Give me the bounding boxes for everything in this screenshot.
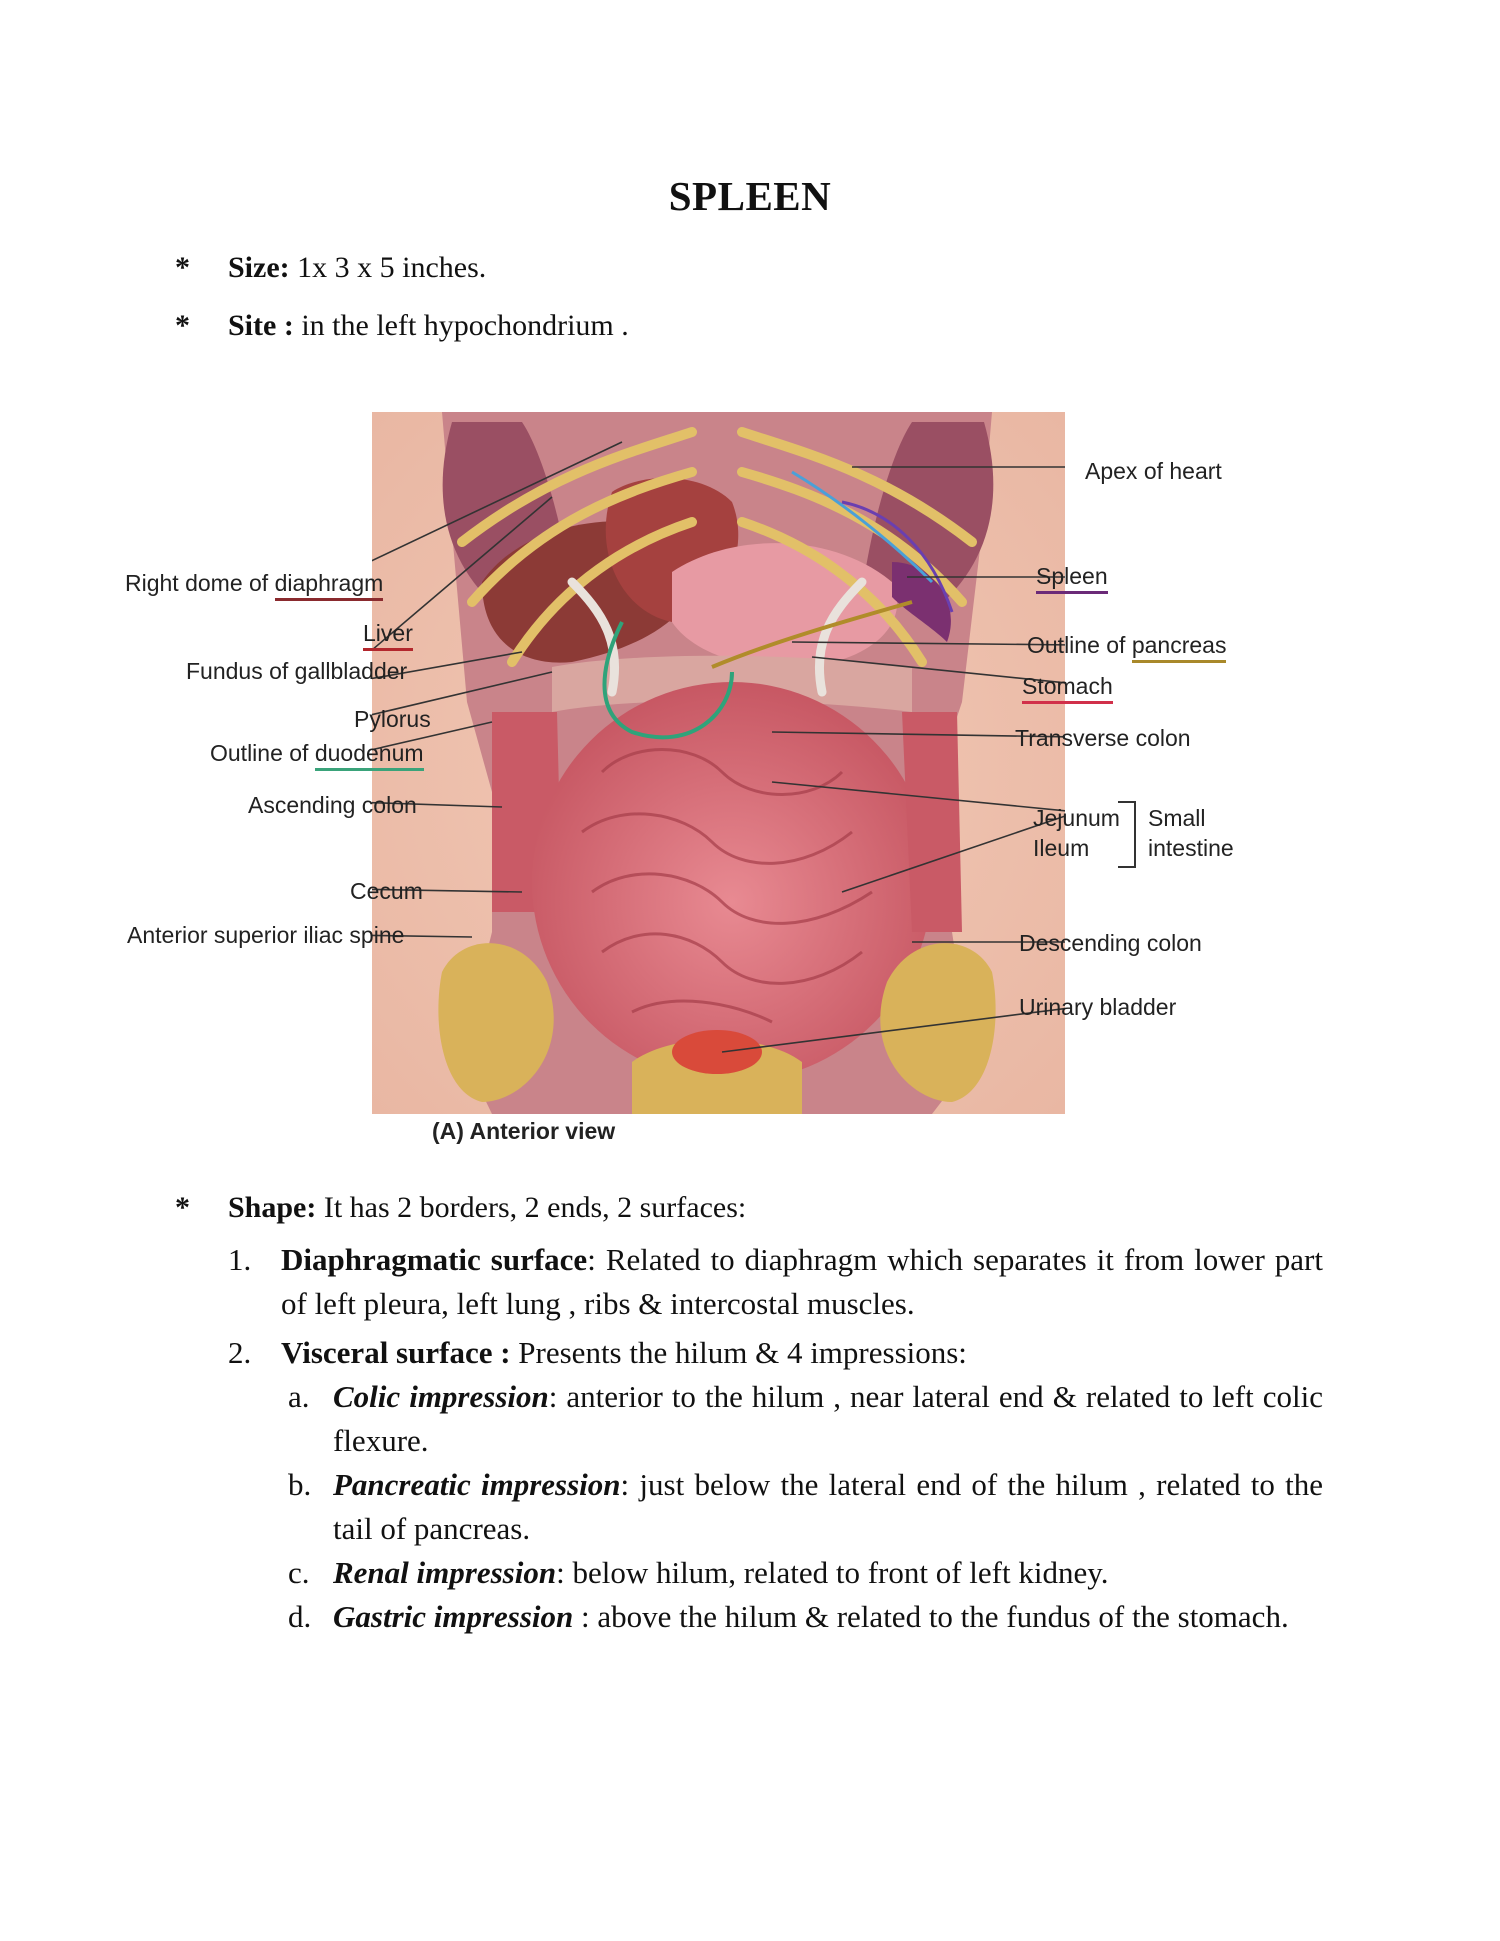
label-transverse-colon: Transverse colon xyxy=(1015,725,1191,751)
label-descending-colon: Descending colon xyxy=(1019,930,1202,956)
page-title: SPLEEN xyxy=(668,173,832,219)
renal-impression-item: Renal impression: below hilum, related to front of left kidney. xyxy=(333,1555,1109,1590)
label-right-dome-diaphragm: Right dome of diaphragm xyxy=(125,570,383,596)
diaphragmatic-surface-item: Diaphragmatic surface: Related to diaphragm which separates it from lower part of left pleura, left lung , ribs & intercostal muscles. xyxy=(281,1242,1323,1321)
colic-impression-item: Colic impression: anterior to the hilum , near lateral end & related to left colic flexure. xyxy=(333,1379,1323,1458)
gastric-impression-item: Gastric impression : above the hilum & related to the fundus of the stomach. xyxy=(333,1599,1289,1634)
label-pylorus: Pylorus xyxy=(354,706,431,732)
anatomy-illustration xyxy=(372,412,1065,1114)
label-liver: Liver xyxy=(363,620,413,646)
label-stomach: Stomach xyxy=(1022,673,1113,699)
label-apex-of-heart: Apex of heart xyxy=(1085,458,1222,484)
list-number: 2. xyxy=(228,1335,252,1370)
shape-text: It has 2 borders, 2 ends, 2 surfaces: xyxy=(316,1191,747,1224)
label-jejunum: Jejunum xyxy=(1033,805,1120,831)
label-asis: Anterior superior iliac spine xyxy=(127,922,405,948)
label-urinary-bladder: Urinary bladder xyxy=(1019,994,1177,1020)
sub-list-letter: a. xyxy=(288,1379,310,1414)
sub-list-letter: d. xyxy=(288,1599,312,1634)
label-cecum: Cecum xyxy=(350,878,423,904)
label-spleen: Spleen xyxy=(1036,563,1108,589)
label-ascending-colon: Ascending colon xyxy=(248,792,417,818)
size-text: 1x 3 x 5 inches. xyxy=(289,251,487,284)
list-number: 1. xyxy=(228,1242,252,1277)
small-intestine-bracket xyxy=(1118,801,1136,868)
label-intestine: intestine xyxy=(1148,835,1234,861)
abdomen-anterior-view xyxy=(372,412,1065,1114)
site-term: Site : xyxy=(228,309,294,342)
label-outline-pancreas: Outline of pancreas xyxy=(1027,632,1226,658)
visceral-surface-item: Visceral surface : Presents the hilum & 4 impressions: xyxy=(281,1335,967,1370)
sub-list-letter: c. xyxy=(288,1555,310,1590)
label-fundus-gallbladder: Fundus of gallbladder xyxy=(186,658,408,684)
size-term: Size: xyxy=(228,251,290,284)
label-small: Small xyxy=(1148,805,1206,831)
shape-term: Shape: xyxy=(228,1191,317,1224)
figure-caption: (A) Anterior view xyxy=(432,1118,616,1144)
sub-list-letter: b. xyxy=(288,1467,312,1502)
label-ileum: Ileum xyxy=(1033,835,1090,861)
pancreatic-impression-item: Pancreatic impression: just below the lateral end of the hilum , related to the tail of pancreas. xyxy=(333,1467,1324,1546)
site-text: in the left hypochondrium . xyxy=(293,309,629,342)
label-outline-duodenum: Outline of duodenum xyxy=(210,740,424,766)
